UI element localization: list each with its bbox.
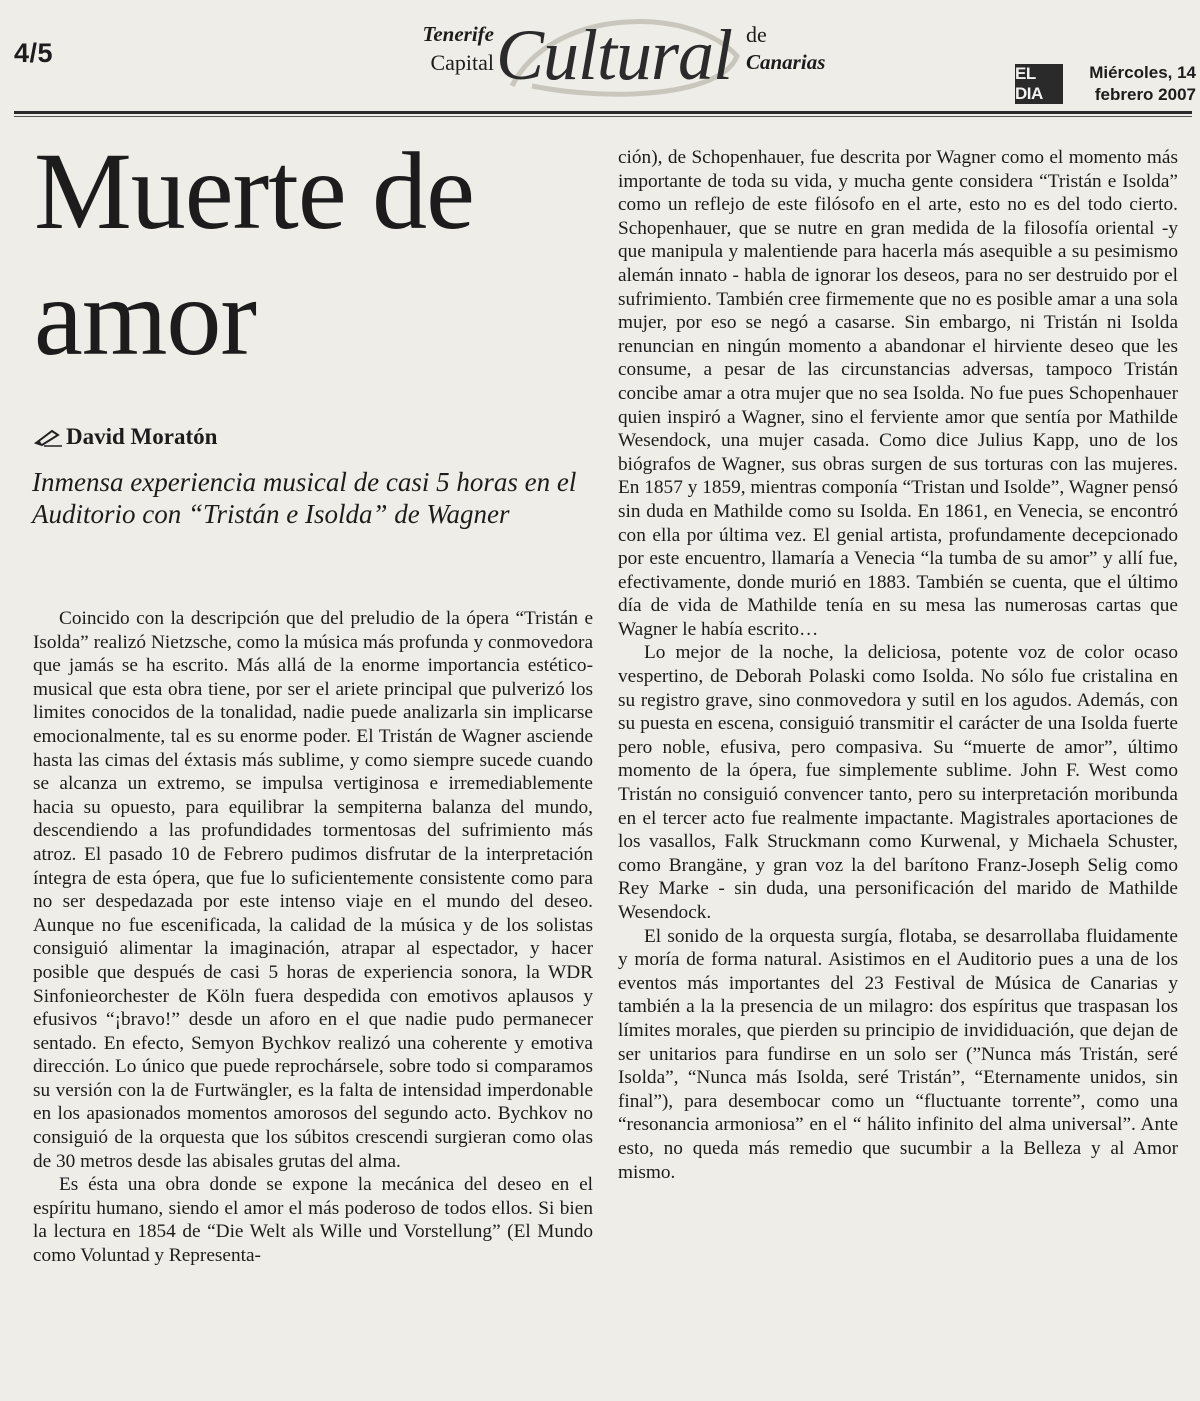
masthead-canarias: Canarias <box>746 50 826 74</box>
header-rule <box>14 111 1192 114</box>
paragraph: Es ésta una obra donde se expone la mecánica del deseo en el espíritu humano, siendo el amor el más poderoso de todos ellos. Si bien la lectura en 1854 de “Die Welt als Wille und Vorstellung” (El Mundo como Voluntad y Representa- <box>33 1174 593 1267</box>
paragraph: ción), de Schopenhauer, fue descrita por Wagner como el momento más importante de toda su vida, y mucha gente considera “Tristán e Isolda” como un reflejo de este filósofo en el arte, esto no es del todo cierto. Schopenhauer, que se nutre en gran medida de la filosofía oriental -y que manipula y malentiende para hacerla más asequible a su pesimismo alemán innato - habla de ignorar los deseos, para no ser destruido por el sufrimiento. También cree firmemente que no es posible amar a una sola mujer, por eso se negó a casarse. Sin embargo, ni Tristán ni Isolda renuncian en ningún momento a abandonar el hirviente deseo que les consume, a pesar de las circunstancias adversas, tampoco Tristán concibe amar a otra mujer que no sea Isolda. No fue pues Schopenhauer quien inspiró a Wagner, sino el ferviente amor que sentía por Mathilde Wesendock, una mujer casada. Como dice Julius Kapp, uno de los biógrafos de Wagner, sus obras surgen de sus torturas con las mujeres. En 1857 y 1859, mientras componía “Tristan und Isolde”, Wagner pensó sin duda en Mathilde como su Isolda. En 1861, en Venecia, se encontró con ella por última vez. El genial artista, profundamente decepcionado por este encuentro, llamaría a Venecia “la tumba de su amor” y allí fue, efectivamente, donde murió en 1883. También se cuenta, que el último día de vida de Mathilde tenía en su mesa las numerosas cartas que Wagner le había escrito… <box>618 147 1178 640</box>
right-column <box>618 146 1178 1184</box>
paragraph: Coincido con la descripción que del preludio de la ópera “Tristán e Isolda” realizó Nietzsche, como la música más profunda y conmovedora que jamás se ha escrito. Más allá de la enorme importancia estético-musical que esta obra tiene, por ser el ariete principal que pulverizó los limites conocidos de la tonalidad, nadie puede analizarla sin implicarse emocionalmente, tal es su enorme poder. El Tristán de Wagner asciende hasta las cimas del éxtasis más sublime, y como siempre sucede cuando se alcanza un extremo, se impulsa vertiginosa e irremediablemente hacia su opuesto, para equilibrar la sempiterna balanza del mundo, descendiendo a las profundidades tormentosas del sufrimiento más atroz. El pasado 10 de Febrero pudimos disfrutar de la interpretación íntegra de esta ópera, que fue lo suficientemente consistente como para no ser despedazada por este intenso viaje en el mundo del deseo. Aunque no fue escenificada, la calidad de la música y de los solistas consiguió alimentar la imaginación, atrapar al espectador, y hacer posible que después de casi 5 horas de experiencia sonora, la WDR Sinfonieorchester de Köln fuera despedida con emotivos aplausos y efusivos “¡bravo!” desde un aforo en el que nadie pudo permanecer sentado. En efecto, Semyon Bychkov realizó una coherente y emotiva dirección. Lo único que puede reprochársele, sobre todo si comparamos su versión con la de Furtwängler, es la falta de intensidad imperdonable en los apasionados momentos amorosos del segundo acto. Bychkov no consiguió de la orquesta que los súbitos crescendi surgieran como olas de 30 metros desde las abisales grutas del alma. <box>33 608 593 1172</box>
author-name: David Moratón <box>66 424 218 449</box>
paragraph: Lo mejor de la noche, la deliciosa, potente voz de color ocaso vespertino, de Deborah Polaski como Isolda. No sólo fue cristalina en su registro grave, sino conmovedora y sutil en los agudos. Además, con su puesta en escena, consiguió transmitir el carácter de una Isolda fuerte pero noble, efusiva, pero compasiva. Su “muerte de amor”, último momento de la ópera, fue simplemente sublime. John F. West como Tristán no consiguió convencer tanto, pero su interpretación moribunda en el tercer acto fue realmente impactante. Magistrales aportaciones de los vasallos, Falk Struckmann como Kurwenal, y Michaela Schuster, como Brangäne, y gran voz la del barítono Franz-Joseph Selig como Rey Marke - sin duda, una personificación del marido de Mathilde Wesendock. <box>618 642 1178 923</box>
masthead-cultural: Cultural <box>496 15 733 95</box>
masthead-tenerife: Tenerife <box>422 22 494 46</box>
article-title: Muerte de amor <box>34 130 474 378</box>
article-subhead: Inmensa experiencia musical de casi 5 horas en el Auditorio con “Tristán e Isolda” de Wagner <box>32 467 577 529</box>
left-column <box>33 607 593 1268</box>
masthead-capital: Capital <box>430 50 494 75</box>
masthead-de: de <box>746 22 767 47</box>
byline <box>34 424 217 450</box>
pen-icon <box>34 427 64 447</box>
section-masthead <box>408 14 848 100</box>
date-weekday: Miércoles, 14 <box>1089 63 1196 82</box>
date-month-year: febrero 2007 <box>1094 85 1196 104</box>
newspaper-logo: EL DIA <box>1015 64 1063 104</box>
paragraph: El sonido de la orquesta surgía, flotaba, se desarrollaba fluidamente y moría de forma natural. Asistimos en el Auditorio pues a una de los eventos más importantes del 23 Festival de Música de Canarias y también a la la presencia de un milagro: dos espíritus que traspasan los límites morales, que pierden su principio de invididuación, que dejan de ser unitarios para fundirse en un solo ser (”Nunca más Tristán, seré Isolda”, “Nunca más Isolda, seré Tristán”, “Eternamente unidos, sin final”), para desembocar como un “fluctuante torrente”, como una “resonancia armoniosa” en el “ hálito infinito del alma universal”. Ante esto, no queda más remedio que sucumbir a la Belleza y al Amor mismo. <box>618 925 1178 1183</box>
page-number: 4/5 <box>14 38 54 68</box>
header-rule-thin <box>14 116 1192 117</box>
issue-date <box>1068 62 1196 106</box>
